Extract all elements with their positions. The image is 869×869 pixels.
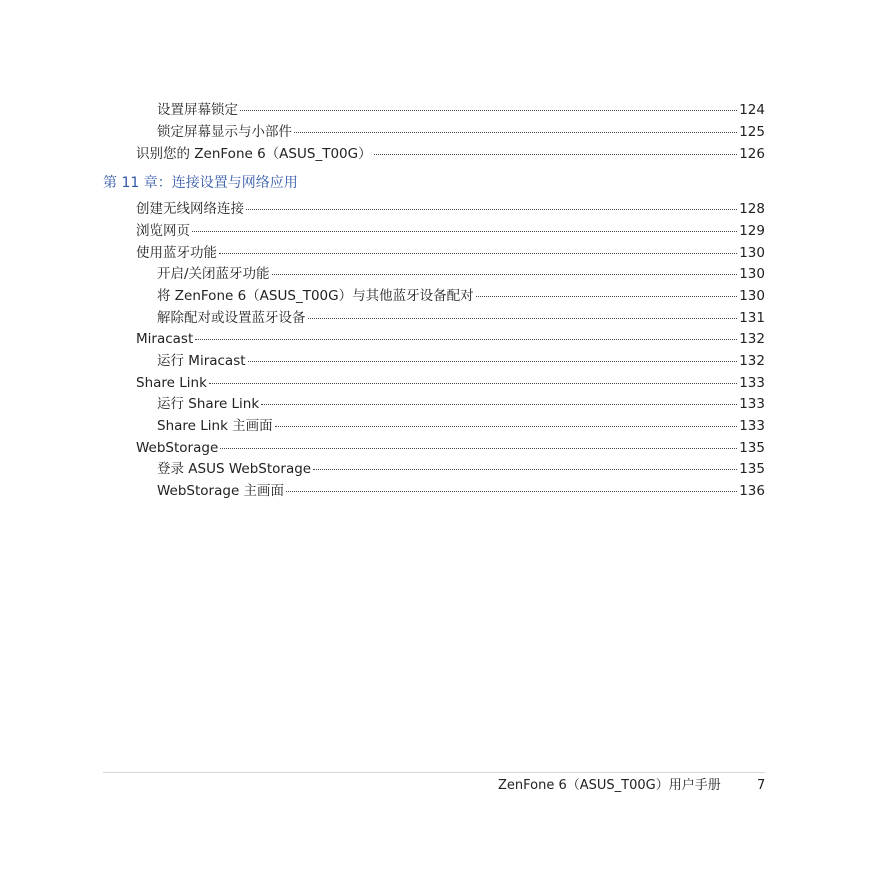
- toc-entry[interactable]: [157, 309, 765, 327]
- toc-entry[interactable]: [157, 482, 765, 500]
- toc-entry[interactable]: [136, 222, 765, 240]
- toc-entry-page: 132: [739, 353, 765, 369]
- toc-entry-page: 132: [739, 331, 765, 347]
- toc-leader-dots: [195, 338, 737, 340]
- toc-leader-dots: [476, 295, 738, 297]
- toc-entry-title: 登录 ASUS WebStorage: [157, 461, 312, 477]
- toc-entry-title: 识别您的 ZenFone 6（ASUS_T00G）: [136, 146, 372, 162]
- toc-entry-title: 设置屏幕锁定: [157, 102, 238, 118]
- chapter-heading[interactable]: 第 11 章：连接设置与网络应用: [103, 175, 298, 191]
- toc-entry[interactable]: [157, 287, 765, 305]
- toc-entry-title: 锁定屏幕显示与小部件: [157, 124, 292, 140]
- toc-leader-dots: [219, 252, 737, 254]
- toc-leader-dots: [248, 360, 738, 362]
- toc-entry[interactable]: [157, 417, 765, 435]
- toc-entry[interactable]: [136, 145, 765, 163]
- footer-divider: [103, 772, 765, 773]
- toc-leader-dots: [209, 382, 737, 384]
- toc-entry-title: WebStorage 主画面: [157, 483, 285, 499]
- toc-entry-page: 125: [739, 124, 765, 140]
- toc-leader-dots: [286, 490, 737, 492]
- toc-entry-page: 130: [739, 288, 765, 304]
- toc-entry-title: Share Link 主画面: [157, 418, 273, 434]
- toc-entry-page: 135: [739, 440, 765, 456]
- toc-entry[interactable]: [136, 244, 765, 262]
- footer-manual-title: ZenFone 6（ASUS_T00G）用户手册: [498, 778, 721, 793]
- toc-entry[interactable]: [157, 460, 765, 478]
- toc-entry-page: 131: [739, 310, 765, 326]
- footer-page-number: 7: [757, 778, 766, 793]
- toc-entry-page: 128: [739, 201, 765, 217]
- toc-entry-title: 运行 Miracast: [157, 353, 246, 369]
- toc-entry[interactable]: [157, 123, 765, 141]
- toc-entry-page: 130: [739, 245, 765, 261]
- toc-entry-title: WebStorage: [136, 440, 219, 456]
- toc-leader-dots: [275, 425, 738, 427]
- toc-entry-page: 130: [739, 266, 765, 282]
- toc-entry-title: 使用蓝牙功能: [136, 245, 217, 261]
- toc-entry-page: 126: [739, 146, 765, 162]
- toc-leader-dots: [294, 131, 737, 133]
- toc-entry-title: Miracast: [136, 331, 194, 347]
- toc-entry-page: 129: [739, 223, 765, 239]
- toc-entry[interactable]: [157, 265, 765, 283]
- toc-entry-page: 133: [739, 396, 765, 412]
- toc-leader-dots: [220, 447, 737, 449]
- toc-leader-dots: [192, 230, 737, 232]
- toc-entry[interactable]: [136, 374, 765, 392]
- toc-entry-page: 136: [739, 483, 765, 499]
- toc-entry-title: Share Link: [136, 375, 207, 391]
- toc-entry-title: 解除配对或设置蓝牙设备: [157, 310, 306, 326]
- toc-entry-page: 133: [739, 418, 765, 434]
- toc-leader-dots: [246, 208, 737, 210]
- toc-entry[interactable]: [136, 439, 765, 457]
- toc-leader-dots: [374, 153, 738, 155]
- toc-entry-page: 133: [739, 375, 765, 391]
- toc-leader-dots: [240, 109, 737, 111]
- toc-entry-page: 124: [739, 102, 765, 118]
- toc-entry-title: 创建无线网络连接: [136, 201, 244, 217]
- toc-entry-title: 运行 Share Link: [157, 396, 260, 412]
- toc-entry-title: 开启/关闭蓝牙功能: [157, 266, 270, 282]
- toc-entry-title: 浏览网页: [136, 223, 190, 239]
- toc-leader-dots: [308, 317, 738, 319]
- toc-entry[interactable]: [157, 395, 765, 413]
- toc-leader-dots: [272, 273, 738, 275]
- toc-entry[interactable]: [157, 352, 765, 370]
- toc-entry-title: 将 ZenFone 6（ASUS_T00G）与其他蓝牙设备配对: [157, 288, 474, 304]
- toc-leader-dots: [313, 468, 737, 470]
- toc-entry[interactable]: [157, 101, 765, 119]
- toc-entry[interactable]: [136, 330, 765, 348]
- toc-entry[interactable]: [136, 200, 765, 218]
- toc-entry-page: 135: [739, 461, 765, 477]
- toc-leader-dots: [261, 403, 737, 405]
